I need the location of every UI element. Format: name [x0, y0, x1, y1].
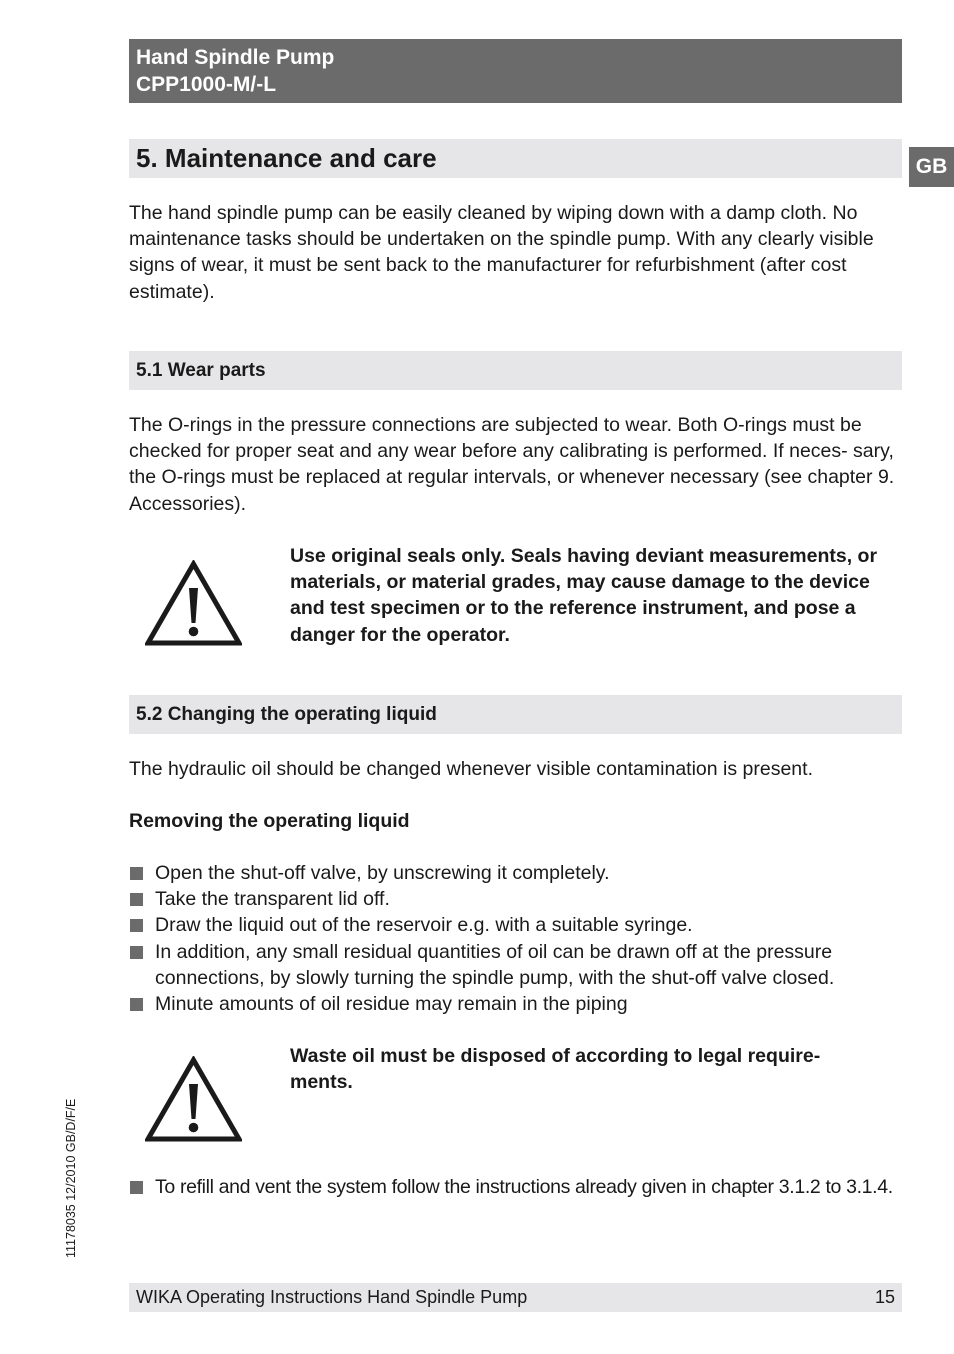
changing-liquid-paragraph: The hydraulic oil should be changed whenever visible contamination is present.	[129, 758, 813, 780]
warning-triangle-icon	[145, 1056, 242, 1142]
document-header	[129, 39, 902, 103]
list-item	[129, 939, 902, 991]
square-bullet-icon	[130, 919, 143, 932]
list-item	[129, 1174, 902, 1200]
section-heading-maintenance: 5. Maintenance and care	[129, 139, 902, 178]
document-code: 11178035 12/2010 GB/D/F/E	[64, 1098, 78, 1258]
wear-parts-paragraph: The O-rings in the pressure connections are subjected to wear. Both O-rings must be checked for proper seat and any wear before any calibrating is performed. If neces- sary, the O-rings must be replaced at regular intervals, or whenever necessary (see chapter 9. Accessories).	[129, 414, 895, 515]
list-item	[129, 886, 902, 912]
list-item	[129, 912, 902, 938]
square-bullet-icon	[130, 867, 143, 880]
page-number: 15	[874, 1287, 895, 1307]
removing-liquid-subheading: Removing the operating liquid	[129, 810, 410, 832]
page-footer	[129, 1283, 902, 1312]
section-heading-changing-liquid: 5.2 Changing the operating liquid	[129, 695, 902, 734]
removal-steps-list	[129, 860, 902, 1017]
square-bullet-icon	[130, 946, 143, 959]
list-item	[129, 991, 902, 1017]
section-heading-wear-parts: 5.1 Wear parts	[129, 351, 902, 390]
footer-text: WIKA Operating Instructions Hand Spindle Pump	[136, 1287, 528, 1307]
list-item-text: Draw the liquid out of the reservoir e.g. with a suitable syringe.	[155, 914, 693, 937]
list-item-text: Minute amounts of oil residue may remain in the piping	[155, 993, 628, 1016]
warning-text-waste-oil: Waste oil must be disposed of according to legal require- ments.	[290, 1045, 821, 1094]
header-title-line1: Hand Spindle Pump	[136, 46, 335, 69]
language-tab: GB	[909, 147, 954, 187]
square-bullet-icon	[130, 893, 143, 906]
maintenance-paragraph: The hand spindle pump can be easily cleaned by wiping down with a damp cloth. No maintenance tasks should be undertaken on the spindle pump. With any clearly visible signs of wear, it must be sent back to the manufacturer for refurbishment (after cost estimate).	[129, 202, 874, 303]
list-item-text: Open the shut-off valve, by unscrewing it completely.	[155, 862, 610, 884]
warning-triangle-icon	[145, 560, 242, 646]
header-title-line2: CPP1000-M/-L	[136, 73, 277, 96]
list-item-text: In addition, any small residual quantities of oil can be drawn off at the pressure connections, by slowly turning the spindle pump, with the shut-off valve closed.	[155, 940, 835, 989]
square-bullet-icon	[130, 1181, 143, 1194]
list-item-text: To refill and vent the system follow the instructions already given in chapter 3.1.2 to 3.1.4.	[155, 1176, 893, 1198]
refill-list	[129, 1174, 902, 1200]
warning-text-seals: Use original seals only. Seals having deviant measurements, or materials, or material grades, may cause damage to the device and test specimen or to the reference instrument, and pose a danger for the operator.	[290, 545, 878, 646]
square-bullet-icon	[130, 998, 143, 1011]
list-item	[129, 860, 902, 886]
list-item-text: Take the transparent lid off.	[155, 888, 390, 911]
